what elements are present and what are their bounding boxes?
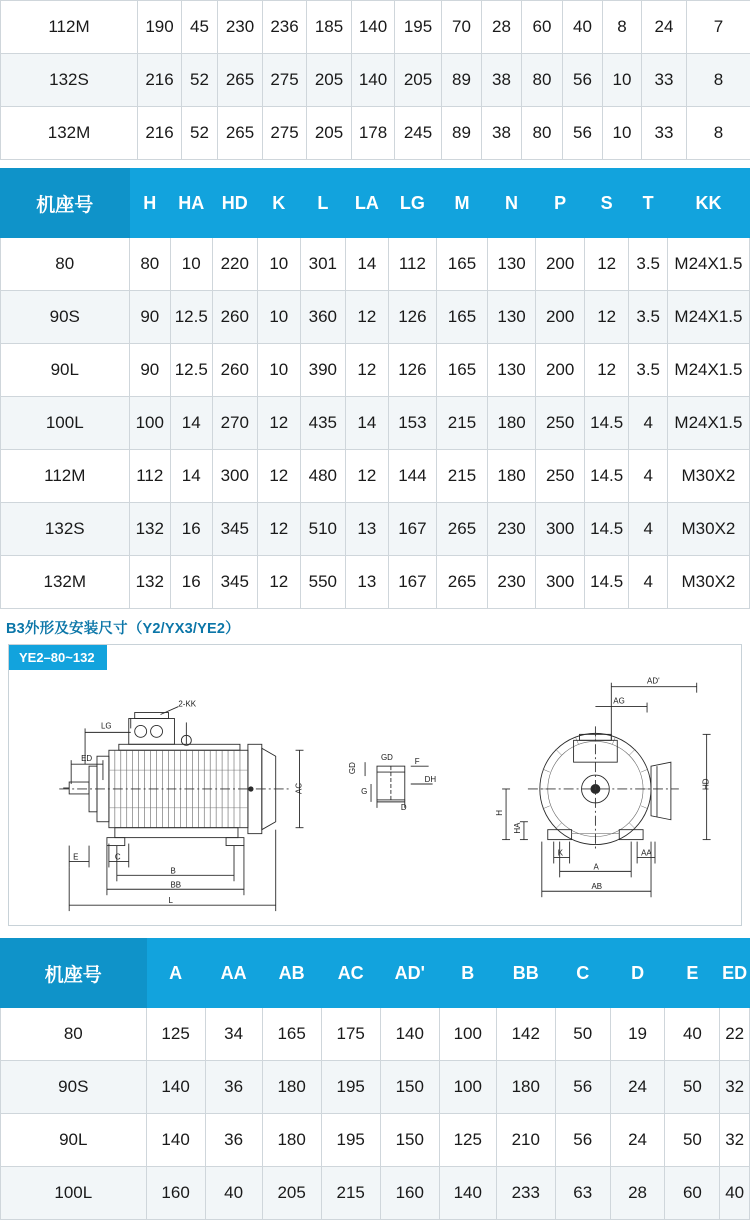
cell: 215	[321, 1167, 380, 1220]
cell: 345	[212, 503, 258, 556]
drawing-panel	[8, 644, 742, 926]
row-frame-size: 100L	[1, 397, 130, 450]
cell: 28	[482, 1, 522, 54]
cell: 195	[321, 1061, 380, 1114]
col-header: D	[610, 939, 665, 1008]
cell: 125	[146, 1008, 205, 1061]
cell: 70	[442, 1, 482, 54]
cell: 140	[352, 1, 395, 54]
col-header: E	[665, 939, 720, 1008]
cell: 160	[146, 1167, 205, 1220]
cell: 160	[380, 1167, 439, 1220]
cell: 230	[487, 556, 536, 609]
svg-text:BB: BB	[170, 880, 181, 889]
svg-text:ED: ED	[81, 754, 92, 763]
cell: 205	[395, 54, 442, 107]
cell: 510	[300, 503, 346, 556]
cell: 230	[218, 1, 263, 54]
cell: 24	[610, 1114, 665, 1167]
cell: 4	[629, 450, 667, 503]
cell: 36	[205, 1061, 262, 1114]
col-header: H	[129, 169, 170, 238]
cell: 300	[212, 450, 258, 503]
col-header: AB	[262, 939, 321, 1008]
cell: 130	[487, 344, 536, 397]
svg-text:K: K	[558, 848, 564, 857]
cell: 200	[536, 291, 585, 344]
row-frame-size: 132M	[1, 556, 130, 609]
cell: 165	[437, 344, 488, 397]
svg-text:AB: AB	[591, 882, 602, 891]
cell: 200	[536, 344, 585, 397]
col-header: AD'	[380, 939, 439, 1008]
svg-text:AA: AA	[641, 848, 652, 857]
cell: 22	[720, 1008, 750, 1061]
table-row	[1, 107, 750, 160]
cell: 10	[603, 107, 642, 160]
cell: 8	[687, 54, 750, 107]
cell: 100	[439, 1008, 496, 1061]
col-header: B	[439, 939, 496, 1008]
cell: M24X1.5	[667, 397, 749, 450]
cell: 142	[496, 1008, 555, 1061]
cell: 33	[642, 54, 687, 107]
cell: 40	[665, 1008, 720, 1061]
cell: 220	[212, 238, 258, 291]
row-frame-size: 132S	[1, 503, 130, 556]
cell: 175	[321, 1008, 380, 1061]
cell: 125	[439, 1114, 496, 1167]
svg-text:HD: HD	[702, 778, 711, 790]
cell: 260	[212, 291, 258, 344]
cell: 190	[138, 1, 182, 54]
cell: 210	[496, 1114, 555, 1167]
col-header: L	[300, 169, 346, 238]
col-header: HA	[171, 169, 212, 238]
drawing-model-tag: YE2–80~132	[9, 645, 107, 670]
cell: 38	[482, 107, 522, 160]
col-header: BB	[496, 939, 555, 1008]
cell: 14	[346, 238, 389, 291]
cell: 12	[258, 450, 301, 503]
cell: 14	[171, 397, 212, 450]
cell: 140	[380, 1008, 439, 1061]
cell: 13	[346, 556, 389, 609]
svg-text:D: D	[401, 803, 407, 812]
cell: 63	[555, 1167, 610, 1220]
cell: 165	[437, 238, 488, 291]
table-row	[1, 1008, 750, 1061]
col-header: AA	[205, 939, 262, 1008]
col-header: A	[146, 939, 205, 1008]
cell: 10	[603, 54, 642, 107]
cell: M30X2	[667, 556, 749, 609]
cell: 205	[307, 54, 352, 107]
cell: 50	[555, 1008, 610, 1061]
row-frame-size: 90S	[1, 1061, 147, 1114]
col-header: T	[629, 169, 667, 238]
cell: 4	[629, 397, 667, 450]
cell: 12.5	[171, 291, 212, 344]
col-header: K	[258, 169, 301, 238]
cell: 14.5	[584, 556, 629, 609]
col-header: LG	[388, 169, 437, 238]
cell: 3.5	[629, 238, 667, 291]
table-row	[1, 556, 750, 609]
table-header-row	[1, 169, 750, 238]
row-frame-size: 90S	[1, 291, 130, 344]
cell: 13	[346, 503, 389, 556]
cell: 12.5	[171, 344, 212, 397]
table-row	[1, 344, 750, 397]
cell: 12	[584, 344, 629, 397]
svg-text:GD: GD	[348, 762, 357, 774]
cell: 40	[205, 1167, 262, 1220]
cell: 260	[212, 344, 258, 397]
col-header: KK	[667, 169, 749, 238]
svg-text:LG: LG	[101, 721, 112, 730]
cell: 10	[258, 238, 301, 291]
cell: 45	[182, 1, 218, 54]
cell: 32	[720, 1114, 750, 1167]
cell: 275	[263, 107, 307, 160]
table-header-row	[1, 939, 750, 1008]
section-caption: B3外形及安装尺寸（Y2/YX3/YE2）	[0, 609, 750, 644]
col-header: N	[487, 169, 536, 238]
cell: 33	[642, 107, 687, 160]
cell: 236	[263, 1, 307, 54]
table-row	[1, 1114, 750, 1167]
col-header-frame-size: 机座号	[1, 939, 147, 1008]
svg-text:B: B	[170, 866, 175, 875]
cell: 16	[171, 556, 212, 609]
table-row	[1, 291, 750, 344]
cell: 550	[300, 556, 346, 609]
cell: 14.5	[584, 397, 629, 450]
cell: 480	[300, 450, 346, 503]
cell: 167	[388, 503, 437, 556]
svg-text:F: F	[415, 757, 420, 766]
cell: 195	[395, 1, 442, 54]
cell: 435	[300, 397, 346, 450]
cell: 28	[610, 1167, 665, 1220]
cell: 38	[482, 54, 522, 107]
cell: 12	[346, 291, 389, 344]
cell: 132	[129, 503, 170, 556]
cell: 180	[496, 1061, 555, 1114]
cell: 178	[352, 107, 395, 160]
cell: 360	[300, 291, 346, 344]
cell: 12	[258, 397, 301, 450]
cell: 40	[720, 1167, 750, 1220]
cell: 24	[642, 1, 687, 54]
dimension-table-hkk	[0, 168, 750, 609]
cell: 265	[218, 54, 263, 107]
cell: 165	[262, 1008, 321, 1061]
cell: 250	[536, 450, 585, 503]
cell: 153	[388, 397, 437, 450]
cell: 19	[610, 1008, 665, 1061]
cell: 112	[388, 238, 437, 291]
col-header: HD	[212, 169, 258, 238]
cell: 144	[388, 450, 437, 503]
cell: 301	[300, 238, 346, 291]
cell: 80	[522, 54, 563, 107]
cell: 12	[258, 503, 301, 556]
cell: 36	[205, 1114, 262, 1167]
cell: 3.5	[629, 344, 667, 397]
cell: 250	[536, 397, 585, 450]
row-frame-size: 90L	[1, 344, 130, 397]
cell: 10	[258, 344, 301, 397]
table-row	[1, 503, 750, 556]
cell: 14	[346, 397, 389, 450]
table-row	[1, 1061, 750, 1114]
svg-text:2-KK: 2-KK	[178, 700, 196, 709]
cell: 270	[212, 397, 258, 450]
cell: 56	[555, 1061, 610, 1114]
col-header: C	[555, 939, 610, 1008]
cell: 300	[536, 503, 585, 556]
cell: 4	[629, 503, 667, 556]
cell: 130	[487, 291, 536, 344]
cell: 165	[437, 291, 488, 344]
row-frame-size: 112M	[1, 450, 130, 503]
svg-text:L: L	[168, 896, 173, 905]
cell: 14.5	[584, 450, 629, 503]
cell: 180	[487, 397, 536, 450]
cell: 4	[629, 556, 667, 609]
cell: 8	[687, 107, 750, 160]
cell: M24X1.5	[667, 291, 749, 344]
cell: 8	[603, 1, 642, 54]
col-header: P	[536, 169, 585, 238]
dimension-table-top	[0, 0, 750, 160]
row-frame-size: 112M	[1, 1, 138, 54]
cell: 50	[665, 1061, 720, 1114]
cell: 90	[129, 344, 170, 397]
cell: 140	[146, 1061, 205, 1114]
cell: 56	[563, 54, 603, 107]
col-header: S	[584, 169, 629, 238]
cell: 132	[129, 556, 170, 609]
row-frame-size: 132S	[1, 54, 138, 107]
cell: 126	[388, 344, 437, 397]
cell: M24X1.5	[667, 238, 749, 291]
col-header-frame-size: 机座号	[1, 169, 130, 238]
cell: 275	[263, 54, 307, 107]
cell: 60	[522, 1, 563, 54]
cell: 200	[536, 238, 585, 291]
cell: 216	[138, 54, 182, 107]
cell: 265	[218, 107, 263, 160]
col-header: LA	[346, 169, 389, 238]
svg-text:AD': AD'	[647, 677, 660, 686]
cell: 80	[129, 238, 170, 291]
row-frame-size: 80	[1, 1008, 147, 1061]
cell: 56	[555, 1114, 610, 1167]
dimension-table-aed	[0, 938, 750, 1220]
svg-text:DH: DH	[425, 775, 437, 784]
cell: 140	[146, 1114, 205, 1167]
cell: 24	[610, 1061, 665, 1114]
cell: 12	[258, 556, 301, 609]
cell: 56	[563, 107, 603, 160]
cell: 130	[487, 238, 536, 291]
cell: 167	[388, 556, 437, 609]
table-row	[1, 397, 750, 450]
svg-text:C: C	[115, 852, 121, 861]
cell: 265	[437, 503, 488, 556]
cell: 100	[129, 397, 170, 450]
cell: 245	[395, 107, 442, 160]
cell: 300	[536, 556, 585, 609]
cell: 216	[138, 107, 182, 160]
cell: 180	[262, 1061, 321, 1114]
cell: 3.5	[629, 291, 667, 344]
row-frame-size: 90L	[1, 1114, 147, 1167]
cell: 90	[129, 291, 170, 344]
table-row	[1, 1167, 750, 1220]
cell: 12	[584, 238, 629, 291]
cell: M30X2	[667, 503, 749, 556]
row-frame-size: 132M	[1, 107, 138, 160]
row-frame-size: 100L	[1, 1167, 147, 1220]
cell: 215	[437, 450, 488, 503]
table-row	[1, 54, 750, 107]
cell: 180	[262, 1114, 321, 1167]
svg-text:AG: AG	[613, 697, 624, 706]
cell: 140	[439, 1167, 496, 1220]
cell: 150	[380, 1061, 439, 1114]
cell: 12	[584, 291, 629, 344]
cell: 100	[439, 1061, 496, 1114]
cell: 14.5	[584, 503, 629, 556]
col-header: M	[437, 169, 488, 238]
cell: M24X1.5	[667, 344, 749, 397]
cell: 40	[563, 1, 603, 54]
cell: 390	[300, 344, 346, 397]
svg-text:GD: GD	[381, 753, 393, 762]
cell: 345	[212, 556, 258, 609]
col-header: AC	[321, 939, 380, 1008]
cell: 80	[522, 107, 563, 160]
svg-text:A: A	[593, 862, 599, 871]
cell: 52	[182, 54, 218, 107]
cell: 180	[487, 450, 536, 503]
cell: 16	[171, 503, 212, 556]
svg-text:H: H	[495, 810, 504, 816]
cell: 185	[307, 1, 352, 54]
cell: 7	[687, 1, 750, 54]
svg-text:E: E	[73, 852, 78, 861]
col-header: ED	[720, 939, 750, 1008]
cell: 265	[437, 556, 488, 609]
table-row	[1, 450, 750, 503]
table-row	[1, 1, 750, 54]
table-row	[1, 238, 750, 291]
cell: M30X2	[667, 450, 749, 503]
row-frame-size: 80	[1, 238, 130, 291]
cell: 34	[205, 1008, 262, 1061]
cell: 195	[321, 1114, 380, 1167]
cell: 89	[442, 54, 482, 107]
motor-outline-drawing	[9, 645, 741, 925]
svg-text:HA: HA	[513, 822, 522, 834]
cell: 60	[665, 1167, 720, 1220]
cell: 89	[442, 107, 482, 160]
cell: 10	[171, 238, 212, 291]
cell: 150	[380, 1114, 439, 1167]
cell: 14	[171, 450, 212, 503]
cell: 52	[182, 107, 218, 160]
cell: 205	[262, 1167, 321, 1220]
cell: 12	[346, 344, 389, 397]
cell: 126	[388, 291, 437, 344]
cell: 10	[258, 291, 301, 344]
cell: 215	[437, 397, 488, 450]
svg-text:AC: AC	[295, 783, 304, 794]
cell: 50	[665, 1114, 720, 1167]
cell: 12	[346, 450, 389, 503]
svg-text:G: G	[361, 787, 367, 796]
cell: 112	[129, 450, 170, 503]
cell: 230	[487, 503, 536, 556]
cell: 32	[720, 1061, 750, 1114]
cell: 233	[496, 1167, 555, 1220]
cell: 140	[352, 54, 395, 107]
cell: 205	[307, 107, 352, 160]
